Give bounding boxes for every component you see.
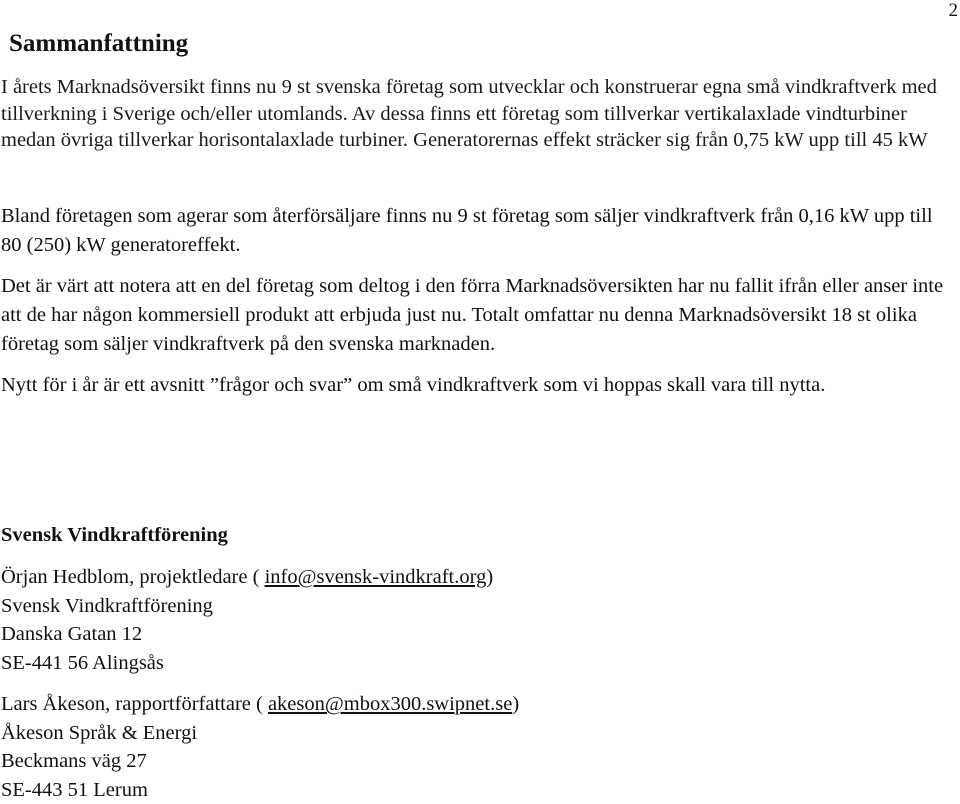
resellers-paragraph: Bland företagen som agerar som återförsäljare finns nu 9 st företag som säljer vindkraftverk från 0,16 kW upp till 80 (250) kW generatoreffekt. [1, 202, 956, 260]
contact-org: Åkeson Språk & Energi [1, 719, 519, 748]
contact-name: Lars Åkeson, rapportförfattare ( [1, 693, 268, 715]
email-link[interactable]: info@svensk-vindkraft.org [265, 566, 487, 588]
contact-name: Örjan Hedblom, projektledare ( [1, 566, 265, 588]
organization-heading: Svensk Vindkraftförening [1, 521, 228, 549]
intro-paragraph: I årets Marknadsöversikt finns nu 9 st svenska företag som utvecklar och konstruerar egna små vindkraftverk med tillverkning i Sverige och/eller utomlands. Av dessa finns ett företag som tillverkar vertikalaxlade vindturbiner medan övriga tillverkar horisontalaxlade turbiner. Generatorernas effekt sträcker sig från 0,75 kW upp till 45 kW [1, 74, 951, 154]
contact-paren: ) [486, 566, 493, 588]
contact-postal: SE-443 51 Lerum [1, 776, 519, 804]
contact-org: Svensk Vindkraftförening [1, 592, 493, 621]
page-title: Sammanfattning [9, 28, 188, 60]
contact-name-line [1, 563, 493, 592]
contact-paren: ) [512, 693, 519, 715]
email-link[interactable]: akeson@mbox300.swipnet.se [268, 693, 512, 715]
contact-street: Danska Gatan 12 [1, 620, 493, 649]
contact-postal: SE-441 56 Alingsås [1, 649, 493, 678]
market-note-paragraph: Det är värt att notera att en del företag som deltog i den förra Marknadsöversikten har nu fallit ifrån eller anser inte att de har någon kommersiell produkt att erbjuda just nu. Totalt omfattar nu denna Marknadsöversikt 18 st olika företag som säljer vindkraftverk på den svenska marknaden. [1, 272, 956, 359]
contact-name-line [1, 690, 519, 719]
contact-block-hedblom [1, 563, 493, 677]
page-number: 2 [949, 0, 959, 22]
contact-block-akeson [1, 690, 519, 804]
faq-paragraph: Nytt för i år är ett avsnitt ”frågor och svar” om små vindkraftverk som vi hoppas skall vara till nytta. [1, 371, 956, 400]
contact-street: Beckmans väg 27 [1, 747, 519, 776]
